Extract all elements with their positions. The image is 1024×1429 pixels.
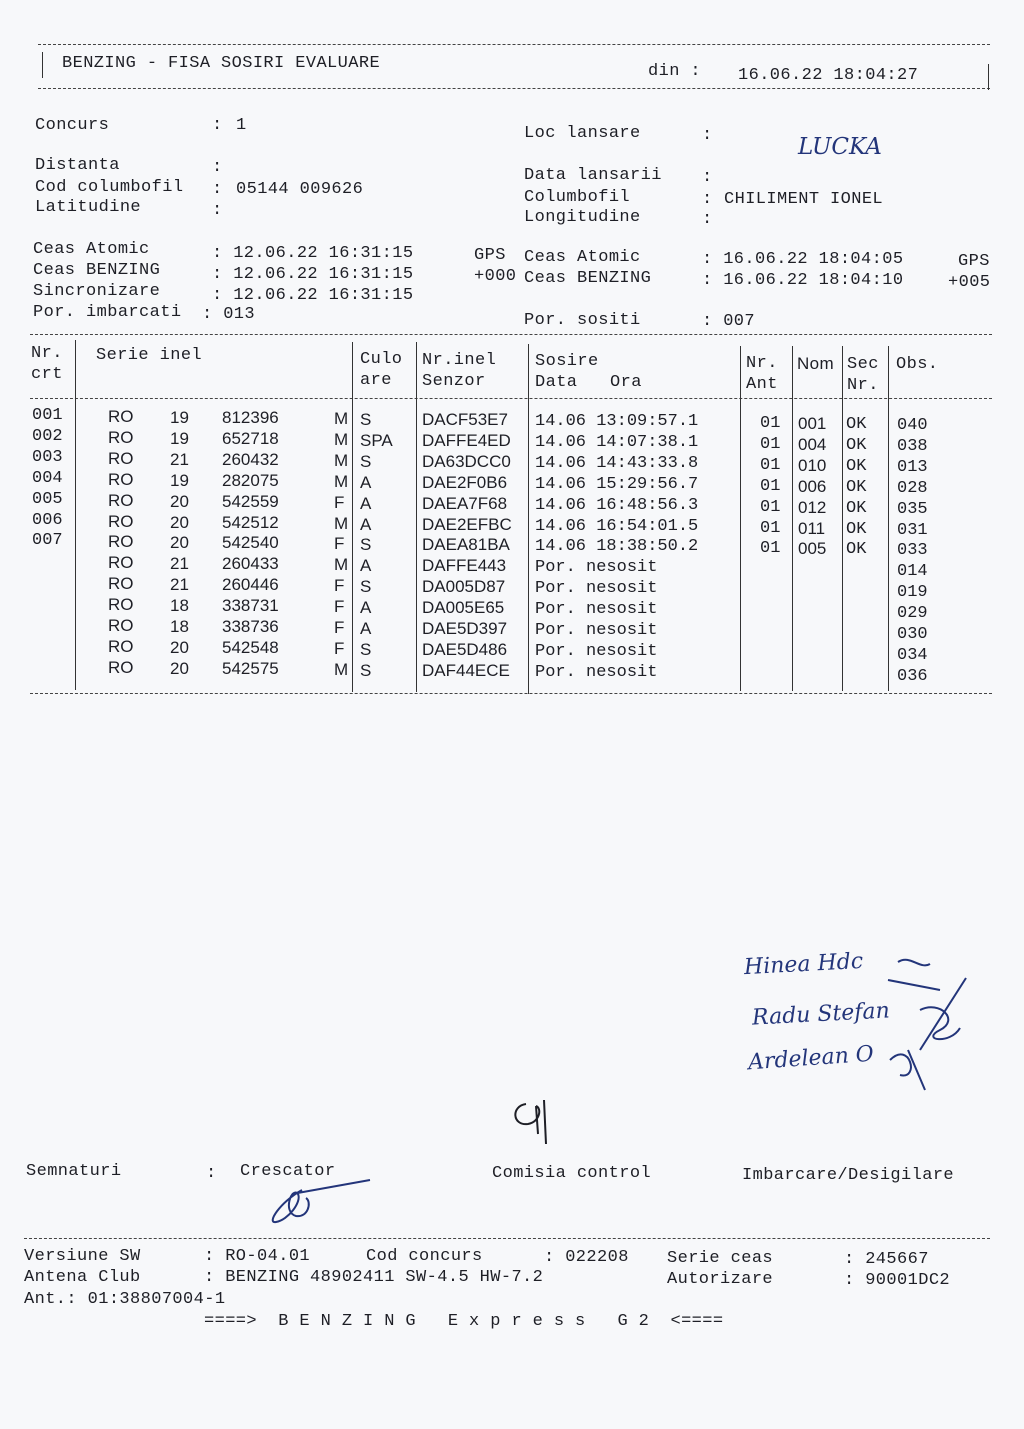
ring-color: S	[360, 639, 372, 659]
sec-value: OK	[846, 540, 867, 560]
arrival-time: Por. nesosit	[535, 600, 658, 620]
antenna-nr: 01	[760, 539, 781, 559]
sensor-id: DAEA81BA	[422, 535, 510, 555]
header-sosire-data: Data	[535, 373, 578, 392]
signatures-sep: :	[206, 1164, 217, 1183]
obs-value: 034	[897, 645, 928, 665]
info-label-concurs: Concurs	[35, 116, 110, 135]
ring-sex: M	[334, 555, 349, 575]
clock-right-value: : 007	[702, 312, 756, 331]
footer-brand-line: ====> B E N Z I N G E x p r e s s G 2 <====	[204, 1312, 724, 1331]
ring-number: 260432	[222, 449, 279, 469]
info-label-cod: Cod columbofil	[35, 178, 184, 197]
ring-year: 20	[170, 658, 189, 678]
info-sep: :	[702, 126, 713, 145]
antenna-nr: 01	[760, 497, 781, 517]
ring-country: RO	[108, 636, 134, 656]
ring-country: RO	[108, 448, 134, 468]
footer-antena-value: : BENZING 48902411 SW-4.5 HW-7.2	[204, 1268, 544, 1287]
antenna-nr: 01	[760, 414, 781, 433]
ring-sex: M	[334, 450, 349, 470]
clock-right-value: : 16.06.22 18:04:10	[702, 271, 904, 290]
clock-left-label: Ceas Atomic	[33, 240, 150, 259]
nom-value: 001	[798, 414, 827, 433]
footer-cod-label: Cod concurs	[366, 1247, 483, 1266]
footer-antena-label: Antena Club	[24, 1268, 141, 1287]
signature-imbarcare-label: Imbarcare/Desigilare	[742, 1166, 955, 1185]
table-row	[0, 447, 1024, 477]
info-label-latitudine: Latitudine	[35, 198, 142, 217]
ring-sex: F	[334, 618, 345, 637]
header-right-bar	[988, 64, 989, 90]
signatures-label: Semnaturi	[26, 1162, 122, 1181]
ring-color: A	[360, 514, 372, 534]
nom-value: 006	[798, 476, 827, 496]
row-nr: 003	[32, 447, 63, 467]
header-crt: crt	[31, 365, 63, 384]
info-value-cod: 05144 009626	[236, 180, 364, 199]
arrival-time: Por. nesosit	[535, 641, 658, 661]
ring-color: A	[360, 493, 372, 513]
arrival-time: Por. nesosit	[535, 558, 658, 578]
ring-sex: M	[334, 471, 349, 491]
ring-sex: F	[334, 534, 345, 554]
obs-value: 033	[897, 541, 928, 561]
ring-sex: M	[334, 429, 349, 449]
handwritten-name: Ardelean O	[747, 1041, 875, 1076]
ring-number: 542540	[222, 533, 279, 553]
table-header-border	[30, 398, 992, 399]
arrival-time: 14.06 14:07:38.1	[535, 432, 699, 452]
footer-ant-line: Ant.: 01:38807004-1	[24, 1290, 226, 1309]
ring-number: 542575	[222, 658, 279, 678]
table-row	[0, 657, 1024, 686]
row-nr: 004	[32, 468, 63, 488]
info-sep: :	[702, 190, 713, 209]
signature-crescator-label: Crescator	[240, 1162, 336, 1181]
arrival-time: 14.06 16:54:01.5	[535, 516, 699, 536]
clock-left-value: : 12.06.22 16:31:15	[212, 286, 414, 305]
antenna-nr: 01	[760, 476, 781, 496]
ring-country: RO	[108, 616, 134, 635]
obs-value: 036	[897, 666, 928, 686]
ring-number: 260446	[222, 575, 279, 595]
header-sosire-ora: Ora	[610, 373, 642, 392]
antenna-nr: 01	[760, 518, 781, 538]
nom-value: 005	[798, 539, 827, 559]
sec-value: OK	[846, 415, 867, 434]
ring-sex: F	[334, 638, 345, 658]
info-label-longitudine: Longitudine	[524, 208, 641, 227]
obs-value: 014	[897, 562, 928, 582]
info-label-data: Data lansarii	[524, 166, 662, 185]
ring-year: 19	[170, 428, 189, 448]
footer-serie-label: Serie ceas	[667, 1249, 774, 1268]
arrival-time: 14.06 18:38:50.2	[535, 537, 699, 557]
clock-right-label: Por. sositi	[524, 311, 641, 330]
clock-left-label: Por. imbarcati	[33, 303, 182, 322]
ring-year: 18	[170, 617, 189, 636]
ring-color: S	[360, 535, 372, 555]
obs-value: 013	[897, 457, 928, 477]
ring-year: 21	[170, 554, 189, 574]
table-row	[0, 426, 1024, 456]
obs-value: 028	[897, 478, 928, 498]
obs-value: 019	[897, 583, 928, 603]
footer-versiune-label: Versiune SW	[24, 1247, 141, 1266]
arrival-time: Por. nesosit	[535, 579, 658, 599]
ring-country: RO	[108, 574, 134, 594]
obs-value: 031	[897, 520, 928, 540]
sensor-id: DAFFE443	[422, 556, 507, 576]
page-title: BENZING - FISA SOSIRI EVALUARE	[62, 54, 381, 73]
table-row	[0, 468, 1024, 498]
ring-number: 812396	[222, 408, 279, 427]
info-sep: :	[212, 180, 223, 199]
row-nr: 002	[32, 426, 63, 446]
sensor-id: DACF53E7	[422, 410, 508, 429]
clock-left-label: Ceas BENZING	[33, 261, 161, 280]
signature-comisia-label: Comisia control	[492, 1164, 652, 1183]
info-sep: :	[212, 158, 223, 177]
clock-right-label: Ceas BENZING	[524, 269, 652, 288]
ring-color: S	[360, 410, 372, 429]
footer-cod-value: : 022208	[544, 1248, 629, 1267]
header-nom: Nom	[797, 354, 835, 373]
ring-color: A	[360, 556, 372, 576]
table-row	[0, 573, 1024, 603]
signature-crescator	[262, 1172, 382, 1232]
header-sec-2: Nr.	[847, 376, 879, 395]
ring-sex: F	[334, 492, 345, 512]
arrival-time: 14.06 14:43:33.8	[535, 453, 699, 473]
table-row	[0, 552, 1024, 582]
clock-left-extra: GPS	[474, 246, 506, 265]
ring-sex: M	[334, 659, 349, 679]
header-top-border	[38, 44, 990, 45]
clock-left-value: : 12.06.22 16:31:15	[212, 265, 414, 284]
header-ant: Nr.	[746, 354, 778, 373]
ring-country: RO	[108, 595, 134, 615]
info-sep: :	[702, 210, 713, 229]
arrival-time: 14.06 13:09:57.1	[535, 412, 699, 431]
header-serie: Serie inel	[96, 346, 203, 365]
sec-value: OK	[846, 435, 867, 455]
clock-left-value: : 013	[202, 305, 256, 324]
signature-comisia	[506, 1094, 566, 1150]
handwritten-name: Radu Stefan	[751, 998, 891, 1031]
ring-sex: M	[334, 513, 349, 533]
ring-country: RO	[108, 427, 134, 447]
clock-right-value: : 16.06.22 18:04:05	[702, 250, 904, 269]
arrival-time: 14.06 16:48:56.3	[535, 495, 699, 515]
row-nr: 005	[32, 489, 63, 509]
clock-right-extra: GPS	[958, 252, 990, 271]
sensor-id: DA63DCC0	[422, 451, 511, 471]
antenna-nr: 01	[760, 434, 781, 454]
signature-scribbles	[880, 950, 980, 1100]
sec-value: OK	[846, 456, 867, 476]
clock-right-label: Ceas Atomic	[524, 248, 641, 267]
footer-autorizare-label: Autorizare	[667, 1270, 774, 1289]
ring-country: RO	[108, 553, 134, 573]
ring-year: 19	[170, 470, 189, 490]
header-culoare: Culo	[360, 350, 403, 369]
footer-versiune-value: : RO-04.01	[204, 1247, 311, 1266]
header-nr: Nr.	[31, 344, 63, 363]
clock-left-extra: +000	[474, 267, 517, 286]
ring-color: S	[360, 451, 372, 471]
nom-value: 012	[798, 497, 827, 517]
nom-value: 004	[798, 434, 827, 454]
arrival-time: Por. nesosit	[535, 621, 658, 640]
sensor-id: DAFFE4ED	[422, 430, 511, 450]
ring-year: 21	[170, 449, 189, 469]
arrival-time: 14.06 15:29:56.7	[535, 474, 699, 494]
ring-number: 542512	[222, 512, 279, 532]
handwritten-name: Hinea Hdc	[743, 948, 864, 981]
header-left-bar	[42, 52, 43, 78]
ring-country: RO	[108, 511, 134, 531]
ring-sex: F	[334, 597, 345, 617]
ring-year: 21	[170, 575, 189, 595]
ring-year: 20	[170, 637, 189, 657]
ring-color: S	[360, 577, 372, 597]
sensor-id: DAEA7F68	[422, 493, 508, 513]
ring-color: A	[360, 472, 372, 492]
info-label-distanta: Distanta	[35, 156, 120, 175]
sensor-id: DA005E65	[422, 598, 505, 618]
row-nr: 007	[32, 531, 63, 551]
nom-value: 011	[798, 518, 826, 538]
ring-sex: F	[334, 576, 345, 596]
table-row	[0, 489, 1024, 519]
ring-year: 18	[170, 596, 189, 616]
table-top-border	[30, 334, 992, 335]
clock-left-label: Sincronizare	[33, 282, 161, 301]
sec-value: OK	[846, 519, 867, 539]
ring-color: A	[360, 619, 372, 638]
ring-color: SPA	[360, 430, 393, 450]
info-value-concurs: 1	[236, 116, 247, 135]
obs-value: 030	[897, 625, 928, 644]
table-row	[0, 636, 1024, 665]
ring-country: RO	[108, 469, 134, 489]
obs-value: 029	[897, 604, 928, 624]
table-row	[0, 406, 1024, 435]
clock-left-value: : 12.06.22 16:31:15	[212, 244, 414, 263]
obs-value: 040	[897, 416, 928, 435]
header-culoare-2: are	[360, 371, 392, 390]
ring-color: A	[360, 598, 372, 618]
footer-top-border	[24, 1238, 990, 1239]
sensor-id: DA005D87	[422, 577, 506, 597]
ring-country: RO	[108, 490, 134, 510]
ring-sex: M	[334, 409, 349, 428]
ring-number: 542548	[222, 637, 279, 657]
header-sosire: Sosire	[535, 352, 599, 371]
sensor-id: DAE2EFBC	[422, 514, 512, 534]
handwritten-location: LUCKA	[798, 134, 882, 160]
obs-value: 038	[897, 436, 928, 456]
info-sep: :	[702, 168, 713, 187]
header-bottom-border	[38, 88, 990, 89]
sensor-id: DAF44ECE	[422, 660, 510, 680]
row-nr: 001	[32, 406, 63, 425]
ring-color: S	[360, 660, 372, 680]
ring-year: 20	[170, 491, 189, 511]
info-sep: :	[212, 201, 223, 220]
date-value: 16.06.22 18:04:27	[738, 66, 919, 85]
ring-year: 19	[170, 408, 189, 427]
ring-number: 338736	[222, 617, 279, 636]
nom-value: 010	[798, 455, 827, 475]
ring-country: RO	[108, 407, 134, 426]
sec-value: OK	[846, 477, 867, 497]
table-row	[0, 594, 1024, 624]
ring-number: 652718	[222, 428, 279, 448]
sensor-id: DAE5D397	[422, 619, 508, 638]
info-label-columbofil: Columbofil	[524, 188, 631, 207]
table-row	[0, 510, 1024, 540]
antenna-nr: 01	[760, 455, 781, 475]
sec-value: OK	[846, 498, 867, 518]
footer-autorizare-value: : 90001DC2	[844, 1271, 951, 1290]
arrival-time: Por. nesosit	[535, 662, 658, 682]
ring-number: 282075	[222, 470, 279, 490]
header-sec: Sec	[847, 355, 879, 374]
header-obs: Obs.	[896, 355, 939, 374]
ring-number: 542559	[222, 491, 279, 511]
table-row	[0, 615, 1024, 644]
info-label-loc: Loc lansare	[524, 124, 641, 143]
ring-country: RO	[108, 657, 134, 677]
info-sep: :	[212, 116, 223, 135]
table-row	[0, 531, 1024, 561]
sensor-id: DAE2F0B6	[422, 472, 508, 492]
header-senzor: Nr.inel	[422, 351, 497, 370]
footer-serie-value: : 245667	[844, 1250, 929, 1269]
ring-number: 260433	[222, 554, 279, 574]
clock-right-extra: +005	[948, 273, 991, 292]
ring-number: 338731	[222, 596, 279, 616]
header-senzor-2: Senzor	[422, 372, 486, 391]
info-value-columbofil: CHILIMENT IONEL	[724, 190, 884, 209]
ring-country: RO	[108, 532, 134, 552]
ring-year: 20	[170, 533, 189, 553]
row-nr: 006	[32, 510, 63, 530]
date-label: din :	[648, 62, 702, 81]
ring-year: 20	[170, 512, 189, 532]
obs-value: 035	[897, 499, 928, 519]
table-bottom-border	[30, 693, 992, 694]
sensor-id: DAE5D486	[422, 639, 508, 659]
header-ant-2: Ant	[746, 375, 778, 394]
